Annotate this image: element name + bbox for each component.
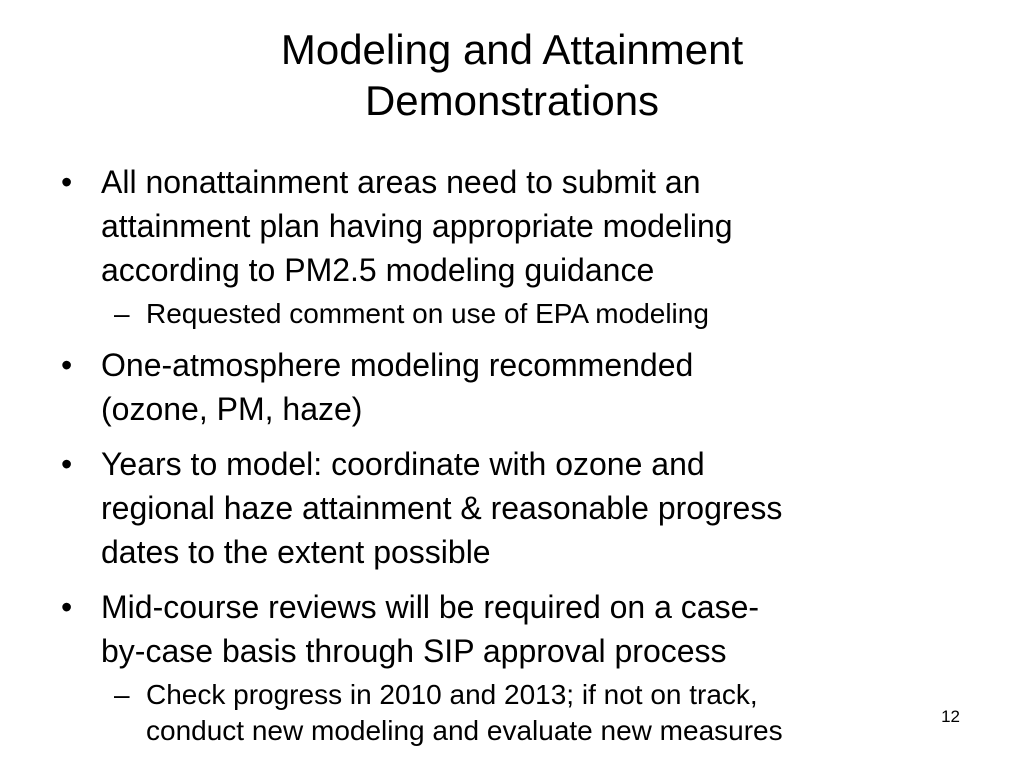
- slide-title: [0, 24, 1024, 126]
- slide-number: 12: [941, 707, 960, 726]
- sub-bullet-marker: –: [114, 298, 130, 329]
- bullet-marker: •: [61, 347, 73, 383]
- bullet-marker: •: [61, 446, 73, 482]
- sub-bullet-list: [101, 677, 976, 749]
- bullet-marker: •: [61, 589, 73, 625]
- bullet-line: Years to model: coordinate with ozone and: [101, 446, 705, 482]
- bullet-marker: •: [61, 164, 73, 200]
- bullet-line: (ozone, PM, haze): [101, 391, 363, 427]
- bullet-line: dates to the extent possible: [101, 534, 491, 570]
- bullet-line: regional haze attainment & reasonable progress: [101, 490, 783, 526]
- sub-bullet-marker: –: [114, 679, 130, 710]
- sub-bullet-item: [101, 296, 976, 332]
- sub-bullet-line: conduct new modeling and evaluate new measures: [146, 715, 783, 746]
- slide-title-line-2: Demonstrations: [364, 77, 660, 124]
- bullet-line: All nonattainment areas need to submit an: [101, 164, 701, 200]
- bullet-item: [56, 160, 976, 332]
- bullet-line: according to PM2.5 modeling guidance: [101, 252, 655, 288]
- bullet-line: attainment plan having appropriate modeling: [101, 208, 733, 244]
- sub-bullet-item: [101, 677, 976, 749]
- sub-bullet-line: Check progress in 2010 and 2013; if not on track,: [146, 679, 758, 710]
- bullet-list: [56, 160, 976, 760]
- bullet-line: Mid-course reviews will be required on a case-: [101, 589, 760, 625]
- sub-bullet-line: Requested comment on use of EPA modeling: [146, 298, 709, 329]
- slide-title-line-1: Modeling and Attainment: [280, 26, 744, 73]
- bullet-item: [56, 442, 976, 574]
- bullet-line: by-case basis through SIP approval process: [101, 633, 727, 669]
- bullet-line: One-atmosphere modeling recommended: [101, 347, 694, 383]
- bullet-item: [56, 585, 976, 749]
- sub-bullet-list: [101, 296, 976, 332]
- bullet-item: [56, 343, 976, 431]
